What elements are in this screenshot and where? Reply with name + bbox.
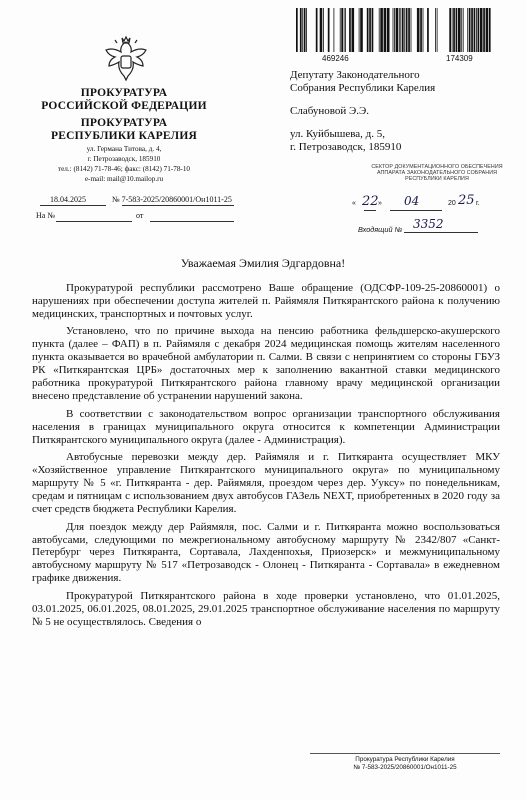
- recipient-address-1: ул. Куйбышева, д. 5,: [290, 128, 386, 140]
- barcode-bar: [486, 8, 489, 52]
- barcode-bar: [406, 8, 408, 52]
- barcode-bar: [461, 8, 462, 52]
- barcode-bar: [334, 8, 335, 52]
- on-no-label: На №: [36, 211, 55, 220]
- recipient-line-2: Собрания Республики Карелия: [290, 82, 436, 94]
- barcode-bar: [300, 8, 302, 52]
- from-underline: [150, 221, 234, 222]
- paragraph-2: Установлено, что по причине выхода на пенсию работника фельдшерско-акушерского пункта (далее – ФАП) в п. Райямяля с декабря 2024 медицинская помощь жителям населенного пункта оказывается во врачебной амбулатории п. Салми. В связи с непринятием со стороны ГБУЗ РК «Питкярантская ЦРБ» достаточных мер к заполнению вакантной ставки медицинского работника прокуратурой Питкярантского района главному врачу медицинской организации внесено представление об устранении нарушений закона.: [32, 325, 500, 403]
- barcode-bar: [345, 8, 346, 52]
- barcode-bar: [380, 8, 383, 52]
- incoming-number: 3352: [413, 217, 444, 231]
- barcode-bar: [483, 8, 485, 52]
- stamp-month: 04: [404, 194, 420, 208]
- barcode-bar: [423, 8, 424, 52]
- letterhead-email: e-mail: mail@10.mailop.ru: [84, 175, 164, 183]
- stamp-year-suffix: г.: [476, 200, 480, 207]
- letter-page: ПРОКУРАТУРА РОССИЙСКОЙ ФЕДЕРАЦИИ ПРОКУРАТУРА РЕСПУБЛИКИ КАРЕЛИЯ ул. Германа Титова, д. 4, г. Петрозаводск, 185910 тел.: (8142) 71-78-46; факс: (8142) 71-78-10 e-mail: mail@10.mailop.ru 18.04.2025 № 7-583-2025/20860001/Он1011-25 На № от 469246 174309 Депутату Законодательного Собрания Республики Карелия Слабуновой Э.Э. ул. Куйбышева, д. 5, г. Петрозаводск, 185910 СЕКТОР ДОКУМЕНТАЦИОННОГО ОБЕСПЕЧЕНИЯ АППАРАТА ЗАКОНОДАТЕЛЬНОГО СОБРАНИЯ РЕСПУБЛИКИ КАРЕЛИЯ « 22 » 04 20 25 г. Входящий № 3352 Уважаемая Эмилия Эдгардовна! Прокуратурой республики рассмотрено Ваше обращение (ОДСФР-109-25-20860001) о нарушениях при обеспечении доступа жителей п. Райямяля Питкярантского района к получению медицинских, транспортных и почтовых услуг. Установлено, что по причине выхода на пенсию работника фельдшерско-акушерского пункта (далее – ФАП) в п. Райямяля с декабря 2024 медицинская помощь жителям населенного пункта оказывается во врачебной амбулатории п. Салми. В связи с непринятием со стороны ГБУЗ РК «Питкярантская ЦРБ» достаточных мер к заполнению вакантной ставки медицинского работника прокуратурой Питкярантского района главному врачу медицинской организации внесено представление об устранении нарушений закона. В соответствии с законодательством вопрос организации транспортного обслуживания населения в границах муниципального округа относится к компетенции Администрации Питкярантского муниципального округа (далее - Администрация). Автобусные перевозки между дер. Райямяля и г. Питкяранта осуществляет МКУ «Хозяйственное управление Питкярантского муниципального округа» по муниципальному маршруту № 5 «г. Питкяранта - дер. Райямяля, проездом через дер. Ууксу» по понедельникам, средам и пятницам с использованием двух автобусов ГАЗель NEXT, приобретенных в 2020 году за счет средств бюджета Республики Карелия. Для поездок между дер Райямяля, пос. Салми и г. Питкяранта можно воспользоваться автобусами, следующими по межрегиональному автобусному маршруту № 2342/807 «Санкт-Петербург через Питкяранта, Сортавала, Лахденпохья, Приозерск» и межмуниципальному автобусному маршруту № 517 «Петрозаводск - Олонец - Питкяранта - Сортавала» в ежедневном графике движения. Прокуратурой Питкярантского района в ходе проверки установлено, что 01.01.2025, 03.01.2025, 06.01.2025, 08.01.2025, 29.01.2025 транспортное обслуживание населения по маршруту № 5 не осуществлялось. Сведения о Прокуратура Республики Карелия № 7-583-2025/20860001/Он1011-25: [0, 0, 526, 800]
- barcode-bar: [435, 8, 436, 52]
- paragraph-4: Автобусные перевозки между дер. Райямяля и г. Питкяранта осуществляет МКУ «Хозяйственное управление Питкярантского муниципального округа» по муниципальному маршруту № 5 «г. Питкяранта - дер. Райямяля, проездом через дер. Ууксу» по понедельникам, средам и пятницам с использованием двух автобусов ГАЗель NEXT, приобретенных в 2020 году за счет средств бюджета Республики Карелия.: [32, 451, 500, 516]
- barcode-bar: [340, 8, 341, 52]
- barcode-left-number: 469246: [322, 54, 349, 63]
- barcode-bar: [449, 8, 451, 52]
- letterhead-phone: тел.: (8142) 71-78-46; факс: (8142) 71-78-10: [57, 165, 191, 173]
- on-no-underline: [56, 221, 132, 222]
- barcode-bar: [411, 8, 412, 52]
- letter-body: [32, 282, 500, 633]
- paragraph-3: В соответствии с законодательством вопрос организации транспортного обслуживания населения в границах муниципального округа относится к компетенции Администрации Питкярантского муниципального округа (далее - Администрация).: [32, 407, 500, 446]
- barcode-bar: [352, 8, 355, 52]
- incoming-underline: [404, 232, 478, 233]
- number-underline: [122, 205, 234, 206]
- barcode-bar: [456, 8, 458, 52]
- coat-of-arms-emblem: [102, 34, 150, 86]
- barcode-bar: [372, 8, 374, 52]
- barcode-bar: [400, 8, 401, 52]
- barcode-bar: [420, 8, 422, 52]
- recipient-name: Слабуновой Э.Э.: [290, 105, 370, 117]
- barcode-right-number: 174309: [446, 54, 473, 63]
- barcode-bar: [437, 8, 438, 52]
- letterhead-line-2: РОССИЙСКОЙ ФЕДЕРАЦИИ: [41, 100, 207, 112]
- barcode-bar: [463, 8, 464, 52]
- stamp-line-3: РЕСПУБЛИКИ КАРЕЛИЯ: [405, 176, 469, 182]
- barcode-bar: [478, 8, 480, 52]
- barcode-bar: [396, 8, 399, 52]
- barcode-bar: [328, 8, 330, 52]
- barcode-bar: [408, 8, 410, 52]
- date-underline: [40, 205, 106, 206]
- from-label: от: [136, 211, 144, 220]
- barcode-bar: [341, 8, 343, 52]
- stamp-line-1: СЕКТОР ДОКУМЕНТАЦИОННОГО ОБЕСПЕЧЕНИЯ: [371, 164, 503, 170]
- recipient-address-2: г. Петрозаводск, 185910: [290, 141, 402, 153]
- barcode-image: [294, 8, 494, 56]
- stamp-year: 25: [458, 193, 475, 208]
- barcode-bar: [296, 8, 298, 52]
- letterhead-street: ул. Германа Титова, д. 4,: [86, 145, 162, 153]
- recipient-line-1: Депутату Законодательного: [290, 69, 420, 81]
- stamp-day: 22: [362, 194, 379, 209]
- barcode-bar: [399, 8, 400, 52]
- barcode-bar: [452, 8, 453, 52]
- letterhead-line-3: ПРОКУРАТУРА: [80, 117, 168, 129]
- paragraph-1: Прокуратурой республики рассмотрено Ваше обращение (ОДСФР-109-25-20860001) о нарушениях при обеспечении доступа жителей п. Райямяля Питкярантского района к получению медицинских, транспортных и почтовых услуг.: [32, 282, 500, 320]
- incoming-label: Входящий №: [358, 225, 403, 234]
- barcode-bar: [306, 8, 307, 52]
- letterhead-city: г. Петрозаводск, 185910: [87, 155, 161, 163]
- barcode-bar: [489, 8, 491, 52]
- barcode-bar: [369, 8, 371, 52]
- barcode-bar: [458, 8, 461, 52]
- paragraph-6: Прокуратурой Питкярантского района в ходе проверки установлено, что 01.01.2025, 03.01.2025, 06.01.2025, 08.01.2025, 29.01.2025 транспортное обслуживание населения по маршруту № 5 не осуществлялось. Сведения о: [32, 589, 500, 628]
- barcode-bar: [304, 8, 306, 52]
- barcode-bar: [384, 8, 387, 52]
- registration-number: № 7-583-2025/20860001/Он1011-25: [112, 195, 232, 204]
- barcode-bar: [367, 8, 369, 52]
- barcode-bar: [453, 8, 455, 52]
- registration-date: 18.04.2025: [50, 195, 86, 204]
- barcode-bar: [316, 8, 318, 52]
- barcode-bar: [467, 8, 468, 52]
- barcode-bar: [402, 8, 404, 52]
- barcode-bar: [320, 8, 323, 52]
- letterhead-line-1: ПРОКУРАТУРА: [80, 87, 168, 99]
- incoming-registration-stamp: [352, 164, 522, 182]
- footer-line-1: Прокуратура Республики Карелия: [355, 756, 455, 763]
- barcode-bar: [417, 8, 420, 52]
- barcode-bar: [393, 8, 394, 52]
- barcode-bar: [474, 8, 476, 52]
- paragraph-5: Для поездок между дер Райямяля, пос. Салми и г. Питкяранта можно воспользоваться автобусами, следующими по межрегиональному автобусному маршруту № 2342/807 «Санкт-Петербург через Питкяранта, Сортавала, Лахденпохья, Приозерск» и межмуниципальному автобусному маршруту № 517 «Петрозаводск - Олонец - Питкяранта - Сортавала» в ежедневном графике движения.: [32, 520, 500, 585]
- barcode-bar: [471, 8, 473, 52]
- barcode-bar: [476, 8, 477, 52]
- barcode-bar: [323, 8, 324, 52]
- barcode-bar: [360, 8, 363, 52]
- barcode-bar: [404, 8, 405, 52]
- stamp-line-2: АППАРАТА ЗАКОНОДАТЕЛЬНОГО СОБРАНИЯ: [376, 170, 498, 176]
- stamp-year-prefix: 20: [448, 200, 456, 207]
- footer-registration-box: [310, 753, 500, 778]
- barcode-bar: [349, 8, 351, 52]
- barcode-bar: [469, 8, 471, 52]
- salutation: Уважаемая Эмилия Эдгардовна!: [180, 256, 346, 270]
- barcode-bar: [359, 8, 360, 52]
- barcode-bar: [379, 8, 380, 52]
- barcode-bar: [302, 8, 303, 52]
- barcode-bar: [344, 8, 345, 52]
- barcode-bar: [394, 8, 395, 52]
- letterhead-line-4: РЕСПУБЛИКИ КАРЕЛИЯ: [51, 130, 197, 142]
- barcode-bar: [387, 8, 390, 52]
- barcode-bar: [480, 8, 483, 52]
- footer-line-2: № 7-583-2025/20860001/Он1011-25: [353, 764, 457, 771]
- barcode-bar: [427, 8, 429, 52]
